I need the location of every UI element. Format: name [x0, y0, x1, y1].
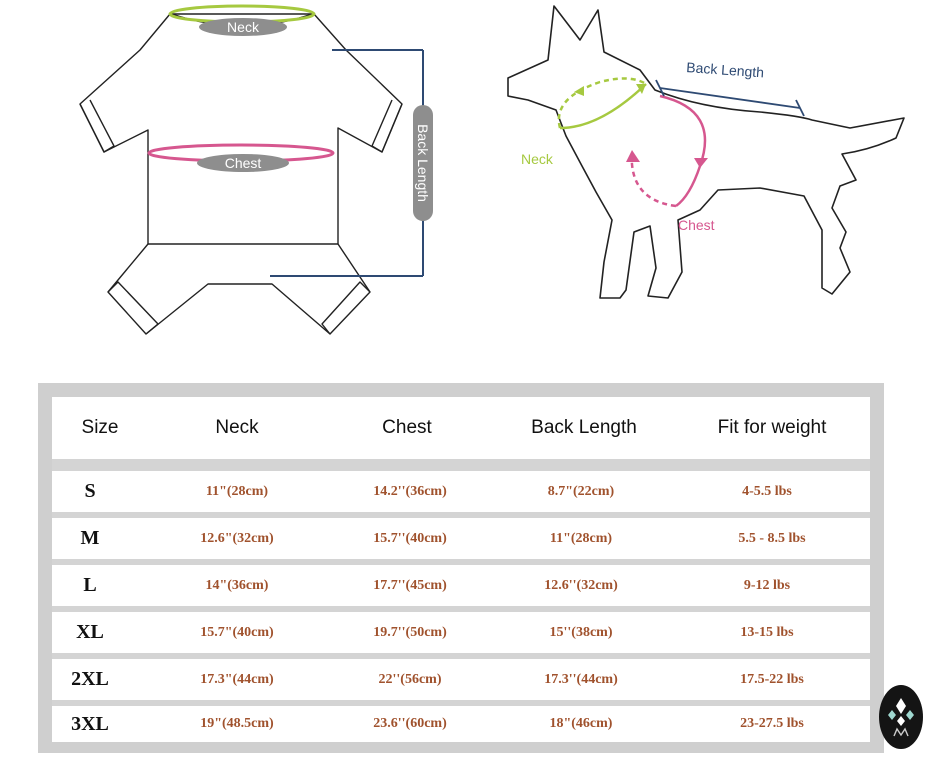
chest-pill — [197, 154, 289, 172]
back-length-cell: 8.7"(22cm) — [547, 483, 615, 499]
measurement-diagram — [0, 0, 939, 370]
neck-cell: 15.7"(40cm) — [200, 624, 274, 640]
header-back-length: Back Length — [531, 417, 637, 438]
table-row — [52, 706, 870, 742]
size-cell: S — [84, 480, 96, 502]
back-length-pill-label: Back Length — [415, 124, 431, 202]
table-row — [52, 659, 870, 700]
neck-pill — [199, 18, 287, 36]
chest-cell: 15.7''(40cm) — [373, 530, 447, 546]
chest-cell: 17.7''(45cm) — [373, 577, 447, 593]
dog-chest-label: Chest — [678, 217, 715, 233]
size-cell: 2XL — [71, 668, 109, 690]
table-header-row — [52, 397, 870, 459]
back-length-cell: 11"(28cm) — [549, 530, 613, 546]
dog-neck-measure — [559, 78, 646, 128]
table-row — [52, 518, 870, 559]
weight-cell: 23-27.5 lbs — [740, 716, 804, 731]
back-length-pill — [413, 105, 433, 221]
dog-neck-label: Neck — [521, 151, 553, 167]
weight-cell: 9-12 lbs — [743, 577, 791, 593]
header-chest: Chest — [382, 417, 432, 438]
chest-cell: 19.7''(50cm) — [373, 624, 447, 640]
size-chart-table — [52, 397, 870, 742]
size-cell: L — [83, 574, 97, 596]
weight-cell: 13-15 lbs — [740, 624, 794, 640]
size-cell: 3XL — [71, 712, 109, 735]
weight-cell: 17.5-22 lbs — [740, 671, 804, 687]
dog-outline — [508, 6, 904, 298]
header-neck: Neck — [215, 417, 259, 438]
neck-cell: 11"(28cm) — [205, 483, 269, 499]
garment-outline — [80, 14, 402, 334]
header-fit-weight: Fit for weight — [717, 417, 827, 438]
neck-cell: 12.6"(32cm) — [200, 530, 274, 546]
neck-cell: 19"(48.5cm) — [200, 716, 274, 731]
size-cell: XL — [76, 621, 104, 643]
chest-cell: 22''(56cm) — [378, 671, 442, 687]
weight-cell: 4-5.5 lbs — [742, 483, 792, 499]
size-cell: M — [80, 527, 100, 549]
weight-cell: 5.5 - 8.5 lbs — [738, 530, 806, 546]
size-chart-frame — [38, 383, 884, 753]
back-length-cell: 12.6''(32cm) — [544, 577, 618, 593]
header-size: Size — [81, 417, 119, 438]
neck-cell: 14"(36cm) — [205, 577, 269, 593]
table-row — [52, 471, 870, 512]
table-row — [52, 565, 870, 606]
back-length-cell: 17.3''(44cm) — [544, 671, 618, 687]
neck-pill-label: Neck — [227, 19, 259, 35]
back-length-cell: 15''(38cm) — [549, 624, 613, 640]
chest-cell: 23.6''(60cm) — [373, 716, 447, 731]
dog-back-length-label: Back Length — [685, 59, 765, 81]
neck-cell: 17.3"(44cm) — [200, 671, 274, 687]
dog-chest-measure — [626, 96, 708, 206]
diamond-emblem-icon — [878, 684, 924, 750]
back-length-bracket — [270, 50, 423, 276]
chest-pill-label: Chest — [224, 155, 262, 171]
chest-cell: 14.2''(36cm) — [373, 483, 447, 499]
back-length-cell: 18"(46cm) — [549, 716, 613, 731]
table-row — [52, 612, 870, 653]
